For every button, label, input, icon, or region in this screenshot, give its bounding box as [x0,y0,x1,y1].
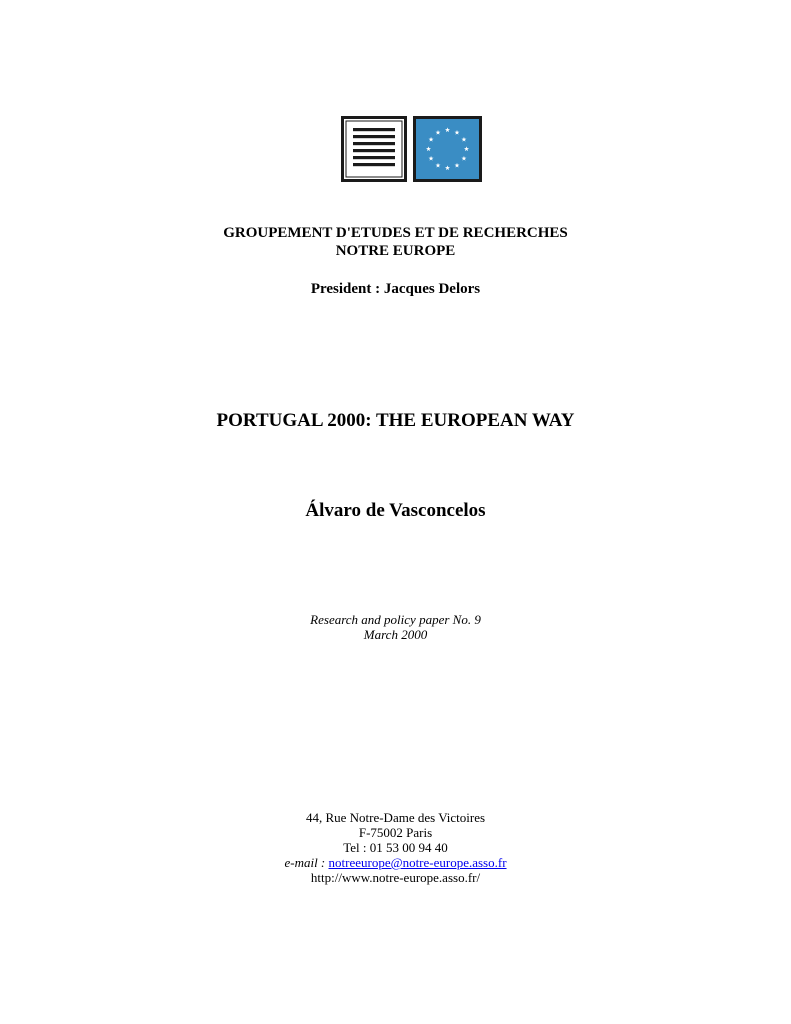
notre-europe-logo [341,116,483,184]
website-url[interactable]: http://www.notre-europe.asso.fr/ [310,870,481,885]
organization-line-1: GROUPEMENT D'ETUDES ET DE RECHERCHES [223,225,568,241]
address-tel: Tel : 01 53 00 94 40 [343,840,448,855]
email-label: e-mail : [284,855,329,870]
organization-name [0,224,791,260]
email-link[interactable]: notreeurope@notre-europe.asso.fr [328,855,507,870]
author-name: Álvaro de Vasconcelos [305,500,486,521]
document-title: PORTUGAL 2000: THE EUROPEAN WAY [216,410,575,431]
president-line: President : Jacques Delors [310,281,481,297]
paper-info [0,612,791,642]
document-lines-icon [343,118,406,181]
address-email-line [0,855,791,870]
eu-flag-icon [415,118,481,181]
logo-graphic [341,116,483,184]
contact-address [0,810,791,885]
paper-date: March 2000 [363,627,428,642]
organization-line-2: NOTRE EUROPE [335,243,456,259]
address-street: 44, Rue Notre-Dame des Victoires [305,810,486,825]
address-city: F-75002 Paris [358,825,433,840]
paper-series: Research and policy paper No. 9 [310,612,481,627]
